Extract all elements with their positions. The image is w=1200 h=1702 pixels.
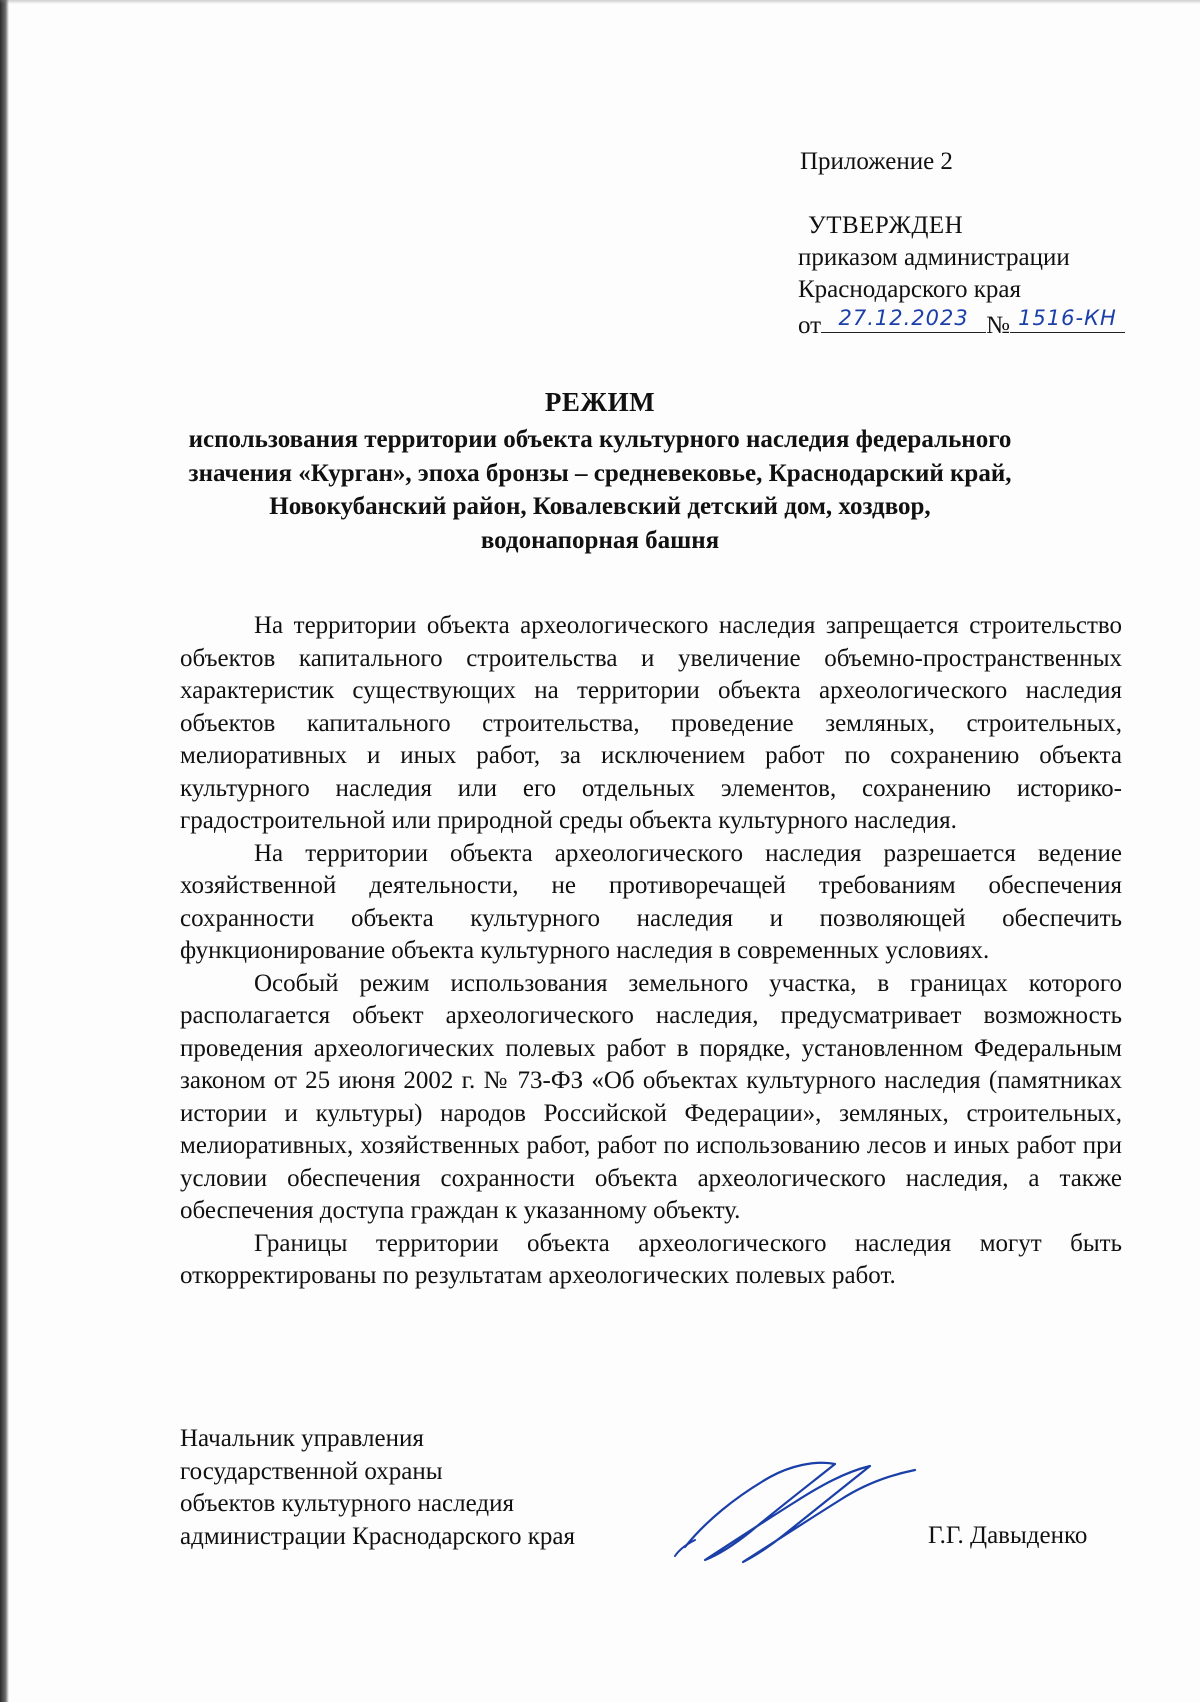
- document-subtitle: [150, 423, 1050, 557]
- approval-line-1: приказом администрации: [798, 244, 1070, 271]
- number-blank: [1010, 306, 1125, 333]
- date-prefix: от: [798, 312, 822, 339]
- appendix-label: Приложение 2: [800, 148, 953, 175]
- approved-label: УТВЕРЖДЕН: [808, 212, 964, 239]
- handwritten-signature: [665, 1452, 925, 1572]
- subtitle-line: значения «Курган», эпоха бронзы – средневековье, Краснодарский край,: [188, 459, 1012, 487]
- scan-edge-top: [0, 0, 1200, 4]
- body-paragraph-prohibitions: На территории объекта археологического наследия запрещается строительство объектов капитального строительства и увеличение объемно-пространственных характеристик существующих на территории объекта археологического наследия объектов капитального строительства, проведение земляных, строительных, мелиоративных и иных работ, за исключением работ по сохранению объекта культурного наследия или его отдельных элементов, сохранению историко-градостроительной или природной среды объекта культурного наследия.: [180, 612, 1122, 834]
- subtitle-line: использования территории объекта культурного наследия федерального: [188, 426, 1012, 453]
- approval-block: [798, 146, 1178, 342]
- handwritten-number: 1516-КН: [1018, 306, 1117, 330]
- position-line: Начальник управления: [180, 1425, 424, 1452]
- subtitle-line: водонапорная башня: [480, 526, 720, 554]
- handwritten-date: 27.12.2023: [838, 306, 969, 330]
- position-line: администрации Краснодарского края: [180, 1522, 576, 1550]
- document-title: РЕЖИМ: [544, 387, 656, 417]
- position-line: объектов культурного наследия: [180, 1490, 514, 1517]
- body-paragraph-boundaries: Границы территории объекта археологического наследия могут быть откорректированы по результатам археологических полевых работ.: [180, 1229, 1122, 1289]
- number-prefix: №: [986, 312, 1010, 339]
- scan-edge-left: [0, 0, 9, 1702]
- body-paragraph-special-regime: Особый режим использования земельного участка, в границах которого располагается объект археологического наследия, предусматривает возможность проведения археологических полевых работ в порядке, установленном Федеральным законом от 25 июня 2002 г. № 73-ФЗ «Об объектах культурного наследия (памятниках истории и культуры) народов Российской Федерации», земляных, строительных, мелиоративных, хозяйственных работ, работ по использованию лесов и иных работ при условии обеспечения сохранности объекта археологического наследия, а также обеспечения доступа граждан к указанному объекту.: [180, 969, 1122, 1224]
- position-line: государственной охраны: [180, 1457, 443, 1485]
- signature-stroke: [685, 1463, 915, 1562]
- date-blank: [821, 306, 986, 333]
- approval-line-2: Краснодарского края: [798, 276, 1021, 303]
- body-text: [180, 610, 1122, 1293]
- order-date-number-line: [798, 306, 1178, 342]
- subtitle-line: Новокубанский район, Ковалевский детский дом, хоздвор,: [269, 493, 931, 520]
- body-paragraph-permissions: На территории объекта археологического наследия разрешается ведение хозяйственной деятельности, не противоречащей требованиям обеспечения сохранности объекта культурного наследия и позволяющей обеспечить функционирование объекта культурного наследия в современных условиях.: [180, 839, 1122, 964]
- signature-block: [180, 1423, 1140, 1553]
- signatory-name: Г.Г. Давыденко: [928, 1522, 1088, 1549]
- title-block: [150, 385, 1050, 557]
